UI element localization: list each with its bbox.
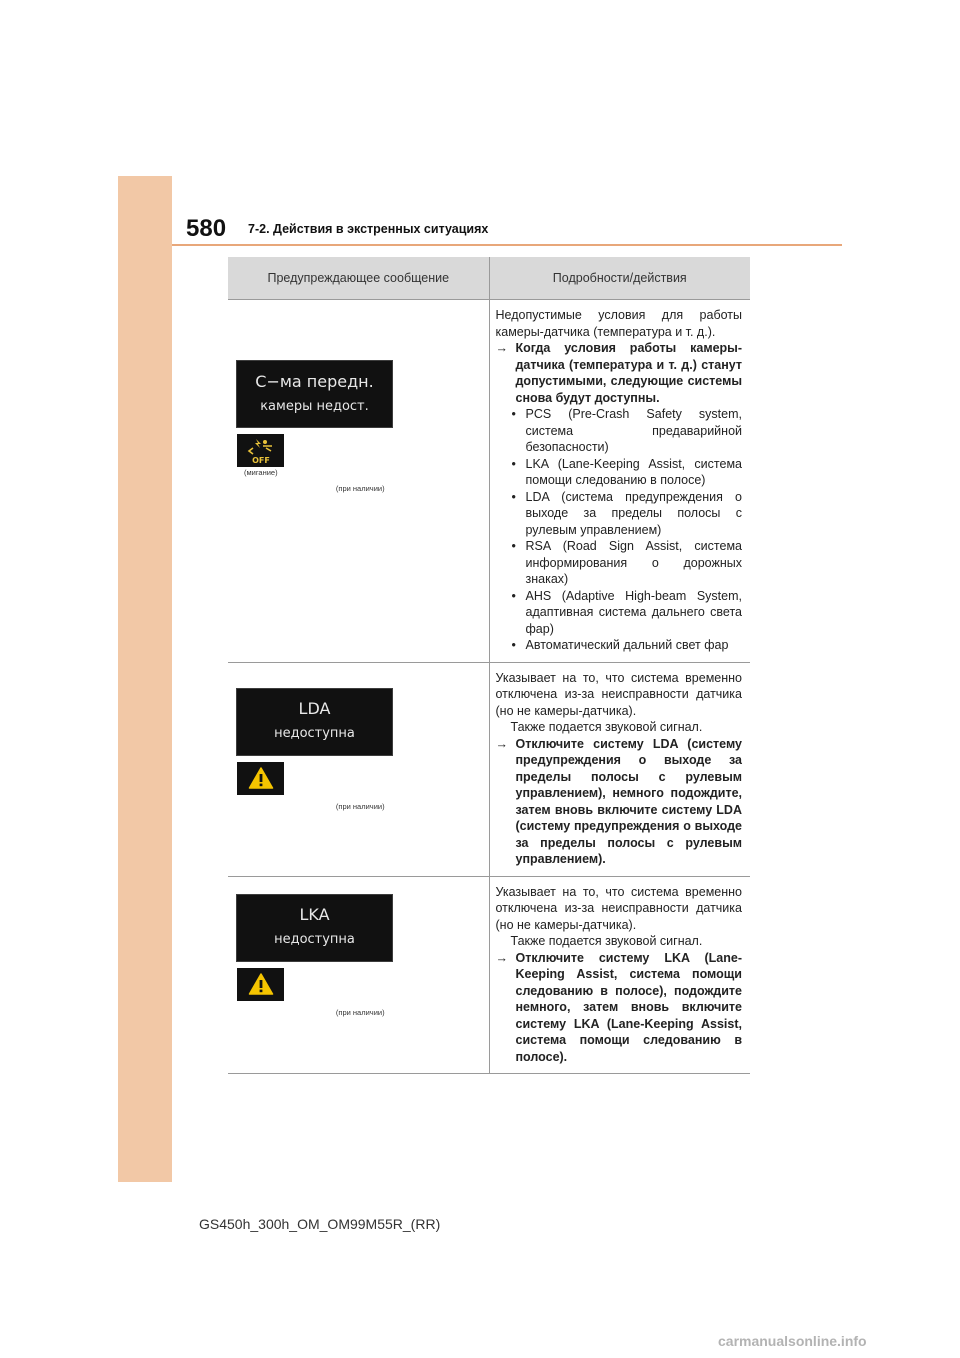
message-image-cell	[228, 876, 489, 1074]
action-item	[496, 340, 743, 406]
availability-caption: (при наличии)	[335, 1007, 385, 1017]
bullet-icon: •	[511, 638, 516, 652]
blink-caption: (мигание)	[244, 468, 278, 477]
side-strip	[118, 176, 172, 1182]
action-text: Отключите систему LDA (систему предупреждения о выходе за пределы полосы с рулевым управлением), немного подождите, затем вновь включите систему LDA (систему предупреждения о выходе за пределы полосы с рулевым управлением).	[515, 736, 742, 866]
warning-triangle-icon	[237, 762, 284, 795]
list-item: • LKA (Lane-Keeping Assist, система помощи следованию в полосе)	[511, 456, 742, 487]
table-row	[228, 662, 750, 876]
arrow-icon: →	[495, 341, 508, 355]
header-rule	[172, 244, 842, 246]
bullet-icon: •	[511, 539, 516, 553]
section-title: 7-2. Действия в экстренных ситуациях	[248, 222, 489, 236]
display-screen	[236, 688, 393, 756]
description-text: Недопустимые условия для работы камеры-датчика (температура и т. д.).	[495, 308, 742, 339]
details-cell	[489, 876, 750, 1074]
bullet-icon: •	[511, 489, 516, 504]
action-text: Когда условия работы камеры-датчика (температура и т. д.) станут допустимыми, следующие системы снова будут доступны.	[515, 341, 742, 405]
list-item: • Автоматический дальний свет фар	[511, 638, 729, 652]
display-line-1: LDA	[298, 699, 331, 718]
note-text: Также подается звуковой сигнал.	[510, 720, 703, 734]
bullet-icon: •	[511, 588, 516, 603]
note-text: Также подается звуковой сигнал.	[510, 934, 703, 948]
message-image-cell	[228, 300, 489, 663]
table-header-row	[228, 257, 750, 300]
availability-caption: (при наличии)	[335, 801, 385, 811]
column-header-details: Подробности/действия	[489, 257, 750, 300]
description-text: Указывает на то, что система временно отключена из-за неисправности датчика (но не камеры-датчика).	[495, 884, 742, 932]
column-header-message: Предупреждающее сообщение	[228, 257, 489, 300]
page-number: 580	[186, 215, 227, 242]
table-row	[228, 876, 750, 1074]
message-image-cell	[228, 662, 489, 876]
table-row	[228, 300, 750, 663]
bullet-icon: •	[511, 456, 516, 471]
display-screen	[236, 894, 393, 962]
list-item: • PCS (Pre-Crash Safety system, система предаварийной безопасности)	[511, 407, 742, 454]
icon-off-label: OFF	[251, 455, 270, 465]
details-cell	[489, 300, 750, 663]
list-item: • RSA (Road Sign Assist, система информирования о дорожных знаках)	[511, 539, 742, 586]
action-item	[496, 736, 743, 868]
description-text: Указывает на то, что система временно отключена из-за неисправности датчика (но не камеры-датчика).	[495, 670, 742, 718]
display-line-1: С−ма передн.	[255, 371, 374, 391]
warning-triangle-icon	[237, 968, 284, 1001]
document-code: GS450h_300h_OM_OM99M55R_(RR)	[199, 1216, 441, 1232]
pcs-off-icon	[237, 434, 284, 467]
arrow-icon: →	[495, 950, 508, 965]
watermark: carmanualsonline.info	[718, 1333, 867, 1349]
list-item: • AHS (Adaptive High-beam System, адаптивная система дальнего света фар)	[511, 588, 742, 636]
warning-message-table	[228, 257, 750, 1074]
availability-caption: (при наличии)	[335, 484, 385, 493]
list-item: • LDA (система предупреждения о выходе за пределы полосы с рулевым управлением)	[511, 489, 742, 537]
display-line-2: камеры недост.	[260, 398, 369, 414]
arrow-icon: →	[495, 736, 508, 751]
display-line-1: LKA	[299, 905, 330, 924]
display-line-2: недоступна	[274, 932, 355, 947]
bullet-icon: •	[511, 407, 516, 421]
display-screen	[236, 360, 393, 428]
display-line-2: недоступна	[274, 726, 355, 741]
action-text: Отключите систему LKA (Lane-Keeping Assist, система помощи следованию в полосе), подождите немного, затем вновь включите систему LKA (Lane-Keeping Assist, система помощи следованию в полосе).	[515, 950, 742, 1064]
action-item	[496, 950, 743, 1066]
details-cell	[489, 662, 750, 876]
